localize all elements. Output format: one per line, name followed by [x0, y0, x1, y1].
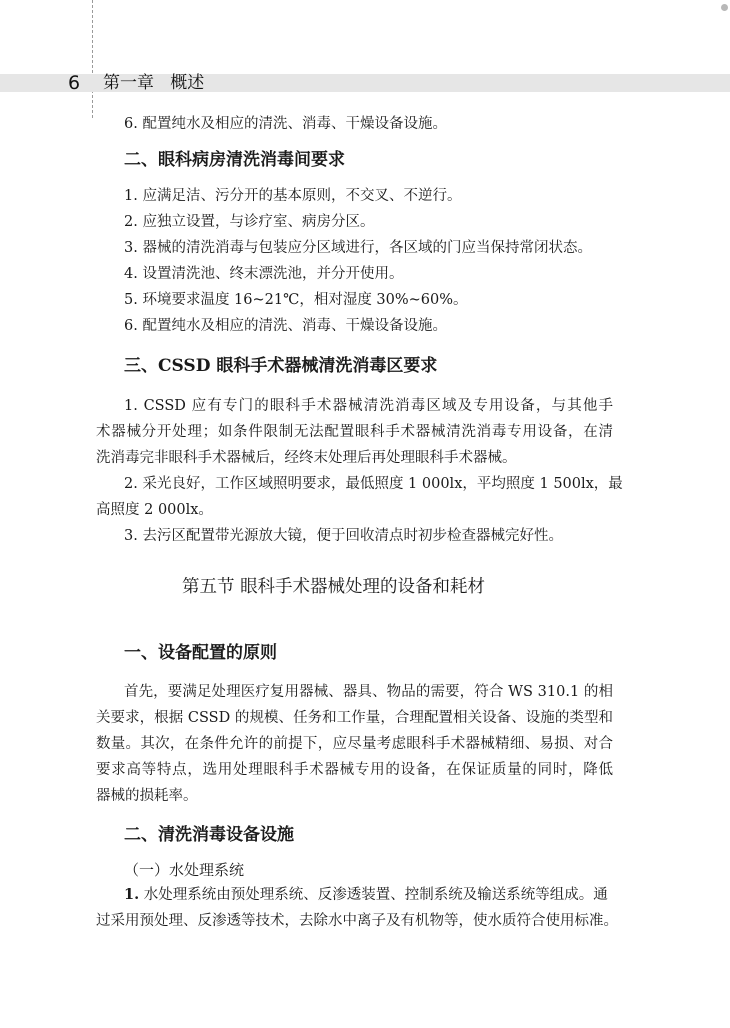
section-heading: 三、CSSD 眼科手术器械清洗消毒区要求 [124, 356, 438, 376]
list-item: 5. 环境要求温度 16~21℃，相对湿度 30%~60%。 [124, 292, 468, 308]
list-item: 1. 应满足洁、污分开的基本原则，不交叉、不逆行。 [124, 188, 462, 204]
item-number: 1. [124, 886, 140, 903]
corner-mark [721, 4, 728, 11]
body-line: 高照度 2 000lx。 [96, 502, 213, 518]
list-item: 3. 器械的清洗消毒与包装应分区域进行，各区域的门应当保持常闭状态。 [124, 240, 592, 256]
body-line: 数量。其次，在条件允许的前提下，应尽量考虑眼科手术器械精细、易损、对合 [96, 736, 613, 752]
section-heading: 二、眼科病房清洗消毒间要求 [124, 150, 345, 170]
body-line: 关要求，根据 CSSD 的规模、任务和工作量，合理配置相关设备、设施的类型和 [96, 710, 613, 726]
body-line: 过采用预处理、反渗透等技术，去除水中离子及有机物等，使水质符合使用标准。 [96, 913, 618, 929]
chapter-title: 第一章 概述 [103, 73, 205, 93]
body-line: 器械的损耗率。 [96, 788, 198, 804]
list-item: 4. 设置清洗池、终末漂洗池，并分开使用。 [124, 266, 404, 282]
body-line: 2. 采光良好，工作区域照明要求，最低照度 1 000lx，平均照度 1 500lx，最 [124, 476, 623, 492]
body-line: 术器械分开处理；如条件限制无法配置眼科手术器械清洗消毒专用设备，在清 [96, 424, 613, 440]
list-item: 6. 配置纯水及相应的清洗、消毒、干燥设备设施。 [124, 318, 447, 334]
section-heading: 二、清洗消毒设备设施 [124, 825, 294, 845]
page-number: 6 [68, 72, 81, 94]
body-line: 1. CSSD 应有专门的眼科手术器械清洗消毒区域及专用设备，与其他手 [124, 398, 613, 414]
section-title: 第五节 眼科手术器械处理的设备和耗材 [182, 577, 486, 597]
section-heading: 一、设备配置的原则 [124, 643, 277, 663]
list-item: 2. 应独立设置，与诊疗室、病房分区。 [124, 214, 375, 230]
body-line: 6. 配置纯水及相应的清洗、消毒、干燥设备设施。 [124, 116, 447, 132]
body-line: 要求高等特点，选用处理眼科手术器械专用的设备，在保证质量的同时，降低 [96, 762, 613, 778]
body-text: 水处理系统由预处理系统、反渗透装置、控制系统及输送系统等组成。通 [139, 887, 608, 903]
body-line: 首先，要满足处理医疗复用器械、器具、物品的需要，符合 WS 310.1 的相 [124, 684, 613, 700]
body-line: 3. 去污区配置带光源放大镜，便于回收清点时初步检查器械完好性。 [124, 528, 563, 544]
fold-guide-line [92, 0, 93, 118]
body-line: 洗消毒完非眼科手术器械后，经终末处理后再处理眼科手术器械。 [96, 450, 517, 466]
subsection-heading: （一）水处理系统 [124, 861, 245, 879]
body-line [124, 885, 613, 905]
